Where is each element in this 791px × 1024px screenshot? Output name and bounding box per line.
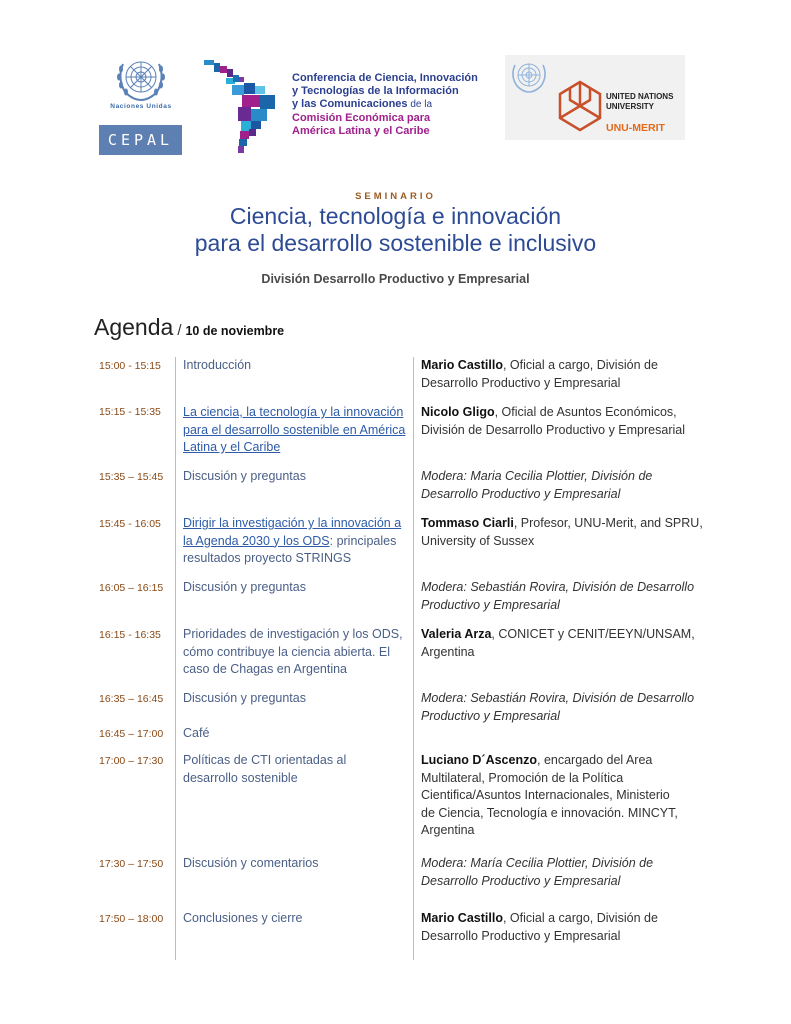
conference-line-3-bold: y las Comunicaciones <box>292 98 408 111</box>
seminar-kicker: SEMINARIO <box>355 191 436 202</box>
unu-mark-logo <box>556 78 604 134</box>
un-emblem-logo <box>111 54 171 104</box>
agenda-topic: Conclusiones y cierre <box>183 911 303 925</box>
division-name: División Desarrollo Productivo y Empresarial <box>261 272 530 286</box>
unu-merit-label: UNU-MERIT <box>606 122 665 134</box>
agenda-time: 17:30 – 17:50 <box>99 858 164 870</box>
speaker-role: , Profesor, UNU-Merit, and SPRU, University of Sussex <box>421 516 703 548</box>
conference-line-1: Conferencia de Ciencia, Innovación <box>292 72 478 84</box>
agenda-moderator: Modera: Maria Cecilia Plottier, División de Desarrollo Productivo y Empresarial <box>421 469 653 501</box>
agenda-topic: Introducción <box>183 358 252 372</box>
speaker-name: Valeria Arza <box>421 627 492 641</box>
unu-name: UNITED NATIONS UNIVERSITY <box>606 92 674 111</box>
cepal-logo <box>99 125 182 155</box>
speaker-role: , CONICET y CENIT/EEYN/UNSAM, Argentina <box>421 627 695 659</box>
agenda-speaker <box>421 752 681 840</box>
speaker-name: Luciano D´Ascenzo <box>421 753 537 767</box>
conference-line-3-light: de la <box>407 99 433 111</box>
agenda-speaker <box>421 357 711 392</box>
agenda-time: 15:15 - 15:35 <box>99 406 161 418</box>
speaker-role: , encargado del Area Multilateral, Promoción de la Política Cientifica/Asuntos Internacionales, Ministerio de Ciencia, Tecnología e innovación. MINCYT, Argentina <box>421 753 678 837</box>
agenda-slash: / <box>177 322 182 339</box>
agenda-moderator: Modera: Sebastián Rovira, División de Desarrollo Productivo y Empresarial <box>421 691 695 723</box>
speaker-role: , Oficial de Asuntos Económicos, División de Desarrollo Productivo y Empresarial <box>421 405 685 437</box>
conference-line-4: Comisión Económica para <box>292 111 431 124</box>
agenda-time: 17:00 – 17:30 <box>99 755 164 767</box>
agenda-topic: Discusión y preguntas <box>183 469 306 483</box>
agenda-time: 15:00 - 15:15 <box>99 360 161 372</box>
speaker-role: , Oficial a cargo, División de Desarrollo Productivo y Empresarial <box>421 911 658 943</box>
agenda-topic: Prioridades de investigación y los ODS, cómo contribuye la ciencia abierta. El caso de Chagas en Argentina <box>183 627 403 676</box>
agenda-date: 10 de noviembre <box>185 324 285 338</box>
agenda-moderator: Modera: María Cecilia Plottier, División de Desarrollo Productivo y Empresarial <box>421 856 654 888</box>
agenda-moderator: Modera: Sebastián Rovira, División de Desarrollo Productivo y Empresarial <box>421 580 695 612</box>
seminar-title-line-2: para el desarrollo sostenible e inclusivo <box>194 230 597 256</box>
speaker-name: Tommaso Ciarli <box>421 516 514 530</box>
agenda-time: 16:05 – 16:15 <box>99 582 164 594</box>
agenda-heading <box>94 314 284 341</box>
agenda-topic: Discusión y preguntas <box>183 691 306 705</box>
agenda-speaker <box>421 910 711 945</box>
agenda-topic-rest: : principales resultados proyecto STRINGS <box>183 533 397 565</box>
conference-line-3 <box>292 98 502 111</box>
speaker-role: , Oficial a cargo, División de Desarrollo Productivo y Empresarial <box>421 358 658 390</box>
un-label: Naciones Unidas <box>110 103 172 110</box>
seminar-title <box>0 203 791 257</box>
speaker-name: Mario Castillo <box>421 358 503 372</box>
agenda-topic: Café <box>183 726 210 740</box>
agenda-time: 16:35 – 16:45 <box>99 693 164 705</box>
agenda-time: 15:35 – 15:45 <box>99 471 164 483</box>
conference-line-5: América Latina y el Caribe <box>292 124 430 137</box>
agenda-topic: Discusión y comentarios <box>183 856 319 870</box>
agenda-time: 16:15 - 16:35 <box>99 629 161 641</box>
agenda-topic-link[interactable]: Dirigir la investigación y la innovación a la Agenda 2030 y los ODS <box>183 516 402 548</box>
agenda-topic: Políticas de CTI orientadas al desarrollo sostenible <box>183 753 347 785</box>
speaker-name: Mario Castillo <box>421 911 503 925</box>
agenda-speaker <box>421 404 711 439</box>
latin-america-map-logo <box>200 55 284 157</box>
cepal-text: CEPAL <box>107 131 174 149</box>
un-emblem-small-logo <box>507 58 551 95</box>
agenda-time: 15:45 - 16:05 <box>99 518 161 530</box>
speaker-name: Nicolo Gligo <box>421 405 495 419</box>
conference-title <box>292 72 502 138</box>
column-divider-right <box>413 357 414 960</box>
agenda-time: 17:50 – 18:00 <box>99 913 164 925</box>
agenda-speaker <box>421 515 711 550</box>
agenda-time: 16:45 – 17:00 <box>99 728 164 740</box>
agenda-topic: Discusión y preguntas <box>183 580 306 594</box>
agenda-topic-link[interactable]: La ciencia, la tecnología y la innovación para el desarrollo sostenible en América Latina y el Caribe <box>183 405 406 454</box>
agenda-title: Agenda <box>94 314 174 340</box>
column-divider-left <box>175 357 176 960</box>
agenda-speaker <box>421 626 711 661</box>
agenda-topic <box>183 515 411 568</box>
seminar-title-line-1: Ciencia, tecnología e innovación <box>229 203 562 229</box>
conference-line-2: y Tecnologías de la Información <box>292 85 459 98</box>
